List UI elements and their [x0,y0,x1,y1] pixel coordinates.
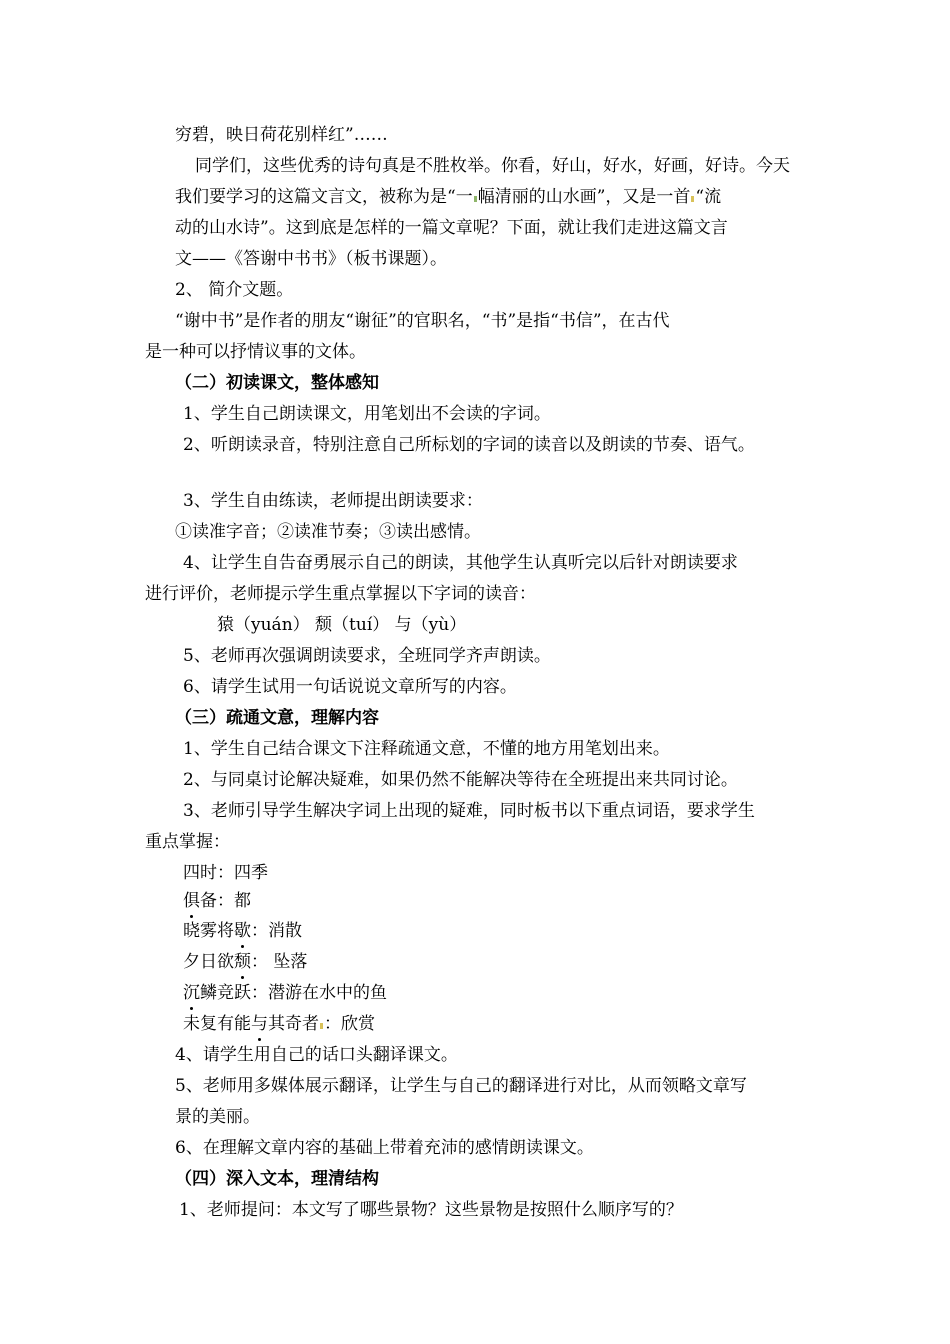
highlight-mark [474,196,477,202]
emphasized-char: 歇 [234,921,251,941]
highlight-mark [320,1023,323,1029]
emphasized-char: 俱 [183,891,200,911]
text-line: 5、老师用多媒体展示翻译，让学生与自己的翻译进行对比，从而领略文章写 [175,1076,747,1096]
section-heading: （四）深入文本，理清结构 [175,1169,379,1189]
emphasized-char: 沉 [183,983,200,1003]
text-span: 晓雾将 [183,921,234,941]
text-line: 3、老师引导学生解决字词上出现的疑难，同时板书以下重点词语，要求学生 [183,801,755,821]
text-line: 进行评价，老师提示学生重点掌握以下字词的读音： [145,584,536,604]
emphasized-char: 与 [251,1014,268,1034]
vocab-item [183,890,251,912]
text-line: 6、在理解文章内容的基础上带着充沛的感情朗读课文。 [175,1138,594,1158]
text-line: ①读准字音；②读准节奏；③读出感情。 [175,522,481,542]
text-line: 文——《答谢中书书》（板书课题）。 [175,249,447,269]
text-line: 4、让学生自告奋勇展示自己的朗读，其他学生认真听完以后针对朗读要求 [183,553,738,573]
text-span: 夕日欲 [183,952,234,972]
text-span: 未复有能 [183,1014,251,1034]
highlight-mark [691,196,694,202]
text-line: 重点掌握： [145,832,230,852]
text-span: 幅清丽的山水画”，又是一首 [477,187,691,207]
pronunciation-line: 猿（yuán） 颓（tuí） 与（yù） [217,615,467,635]
text-span: ：欣赏 [324,1014,375,1034]
section-heading: （三）疏通文意，理解内容 [175,708,379,728]
text-span: 我们要学习的这篇文言文，被称为是“一 [175,187,473,207]
text-line: 6、请学生试用一句话说说文章所写的内容。 [183,677,517,697]
vocab-item [183,1013,375,1035]
text-line: 5、老师再次强调朗读要求，全班同学齐声朗读。 [183,646,551,666]
emphasized-char: 颓 [234,952,251,972]
text-line: 2、与同桌讨论解决疑难，如果仍然不能解决等待在全班提出来共同讨论。 [183,770,738,790]
vocab-item [183,951,307,973]
text-line: 2、听朗读录音，特别注意自己所标划的字词的读音以及朗读的节奏、语气。 [183,435,755,455]
vocab-item [183,982,387,1004]
text-line: 3、学生自由练读，老师提出朗读要求： [183,491,483,511]
text-line: 4、请学生用自己的话口头翻译课文。 [175,1045,458,1065]
text-line: 1、老师提问：本文写了哪些景物？这些景物是按照什么顺序写的？ [179,1200,683,1220]
text-line: 景的美丽。 [175,1107,260,1127]
text-span: 其奇者 [268,1014,319,1034]
text-line: “谢中书”是作者的朋友“谢征”的官职名，“书”是指“书信”，在古代 [175,311,670,331]
text-line [175,186,721,208]
section-heading: （二）初读课文，整体感知 [175,373,379,393]
text-span: ： 坠落 [251,952,308,972]
text-span: 鳞竞跃：潜游在水中的鱼 [200,983,387,1003]
text-line: 同学们，这些优秀的诗句真是不胜枚举。你看，好山，好水，好画，好诗。今天 [195,156,790,176]
text-line: 1、学生自己结合课文下注释疏通文意，不懂的地方用笔划出来。 [183,739,670,759]
text-line: 穷碧，映日荷花别样红”…… [175,125,388,145]
text-span: ：消散 [251,921,302,941]
vocab-item: 四时：四季 [183,863,268,883]
text-span: 备：都 [200,891,251,911]
text-line: 1、学生自己朗读课文，用笔划出不会读的字词。 [183,404,551,424]
text-line: 动的山水诗”。这到底是怎样的一篇文章呢？下面，就让我们走进这篇文言 [175,218,728,238]
text-line: 是一种可以抒情议事的文体。 [145,342,366,362]
text-line: 2、 简介文题。 [175,280,294,300]
text-span: “流 [695,187,722,207]
vocab-item [183,920,302,942]
